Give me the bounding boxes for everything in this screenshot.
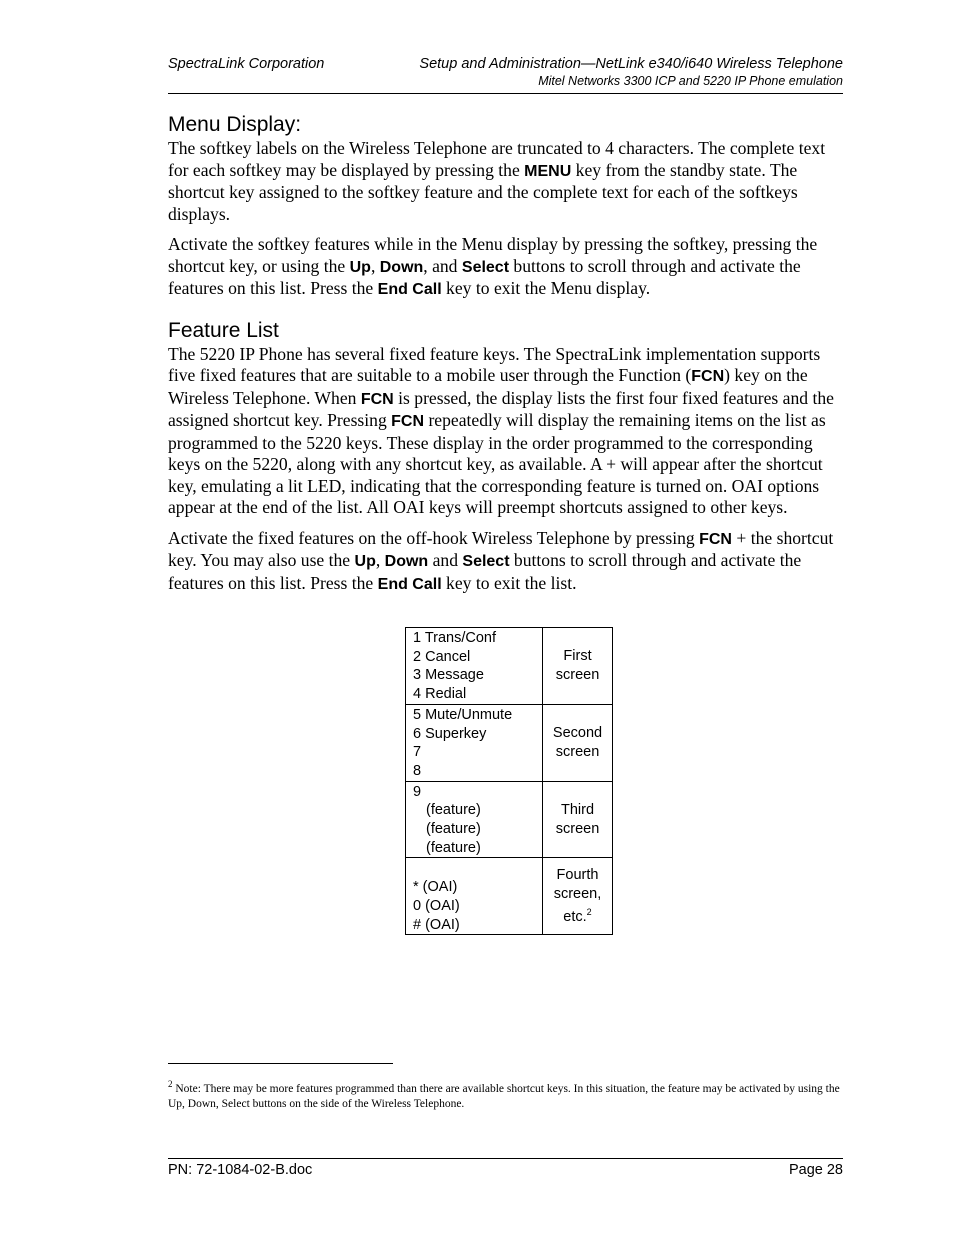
end-call-key-label: End Call <box>377 575 442 593</box>
up-key-label: Up <box>349 258 371 276</box>
screen-label: screen <box>555 820 600 837</box>
screen-items-cell <box>406 858 543 935</box>
list-item: (feature) <box>426 802 481 819</box>
screen-items-cell <box>406 704 543 781</box>
screen-label: screen <box>555 666 600 683</box>
screen-label: First <box>563 648 592 665</box>
footnote <box>168 1077 843 1113</box>
screen-label-cell <box>543 858 613 935</box>
list-item: 8 <box>413 762 422 779</box>
list-item: 6 Superkey <box>413 725 487 742</box>
feature-list-paragraph-1: The 5220 IP Phone has several fixed feature keys. The SpectraLink implementation supports five fixed features that are suitable to a mobile user through the Function (FCN) key on the Wireless Telephone. When FCN is pressed, the display lists the first four fixed features and the assigned shortcut key. Pressing FCN repeatedly will display the remaining items on the list as programmed to the 5220 keys. These display in the order programmed to the corresponding keys on the 5220, along with any shortcut key, as available. A + will appear after the shortcut key, emulating a lit LED, indicating that the corresponding feature is turned on. OAI options appear at the end of the list. All OAI keys will preempt shortcuts assigned to other keys. <box>168 343 834 517</box>
screen-label-cell <box>543 781 613 858</box>
document-number: PN: 72-1084-02-B.doc <box>168 1162 313 1178</box>
fcn-key-label: FCN <box>699 530 732 548</box>
list-item: 2 Cancel <box>413 648 471 665</box>
footnote-ref: 2 <box>586 907 592 918</box>
screen-label: screen <box>555 743 600 760</box>
menu-display-paragraph-2: Activate the softkey features while in the Menu display by pressing the softkey, pressing the shortcut key, or using the Up, Down, and Select buttons to scroll through and activate the features on this list. Press the End Call key to exit the Menu display. <box>168 234 818 298</box>
header-title: Setup and Administration—NetLink e340/i640 Wireless Telephone <box>419 56 843 72</box>
screen-label: Fourth <box>556 866 599 883</box>
screen-items-cell <box>406 628 543 705</box>
list-item: 4 Redial <box>413 686 467 703</box>
feature-list-paragraph-2: Activate the fixed features on the off-hook Wireless Telephone by pressing FCN + the shortcut key. You may also use the Up, Down and Select buttons to scroll through and activate the features on this list. Press the End Call key to exit the list. <box>168 527 834 593</box>
list-item: 5 Mute/Unmute <box>413 706 513 723</box>
header-subtitle: Mitel Networks 3300 ICP and 5220 IP Phone emulation <box>538 74 843 88</box>
screen-label: screen, <box>553 885 602 902</box>
screen-label: Third <box>560 801 595 818</box>
fcn-key-label: FCN <box>691 368 725 385</box>
list-item: 3 Message <box>413 667 484 684</box>
select-key-label: Select <box>462 553 510 570</box>
list-item: # (OAI) <box>413 916 460 933</box>
screen-label-cell <box>543 704 613 781</box>
table-row <box>406 628 613 705</box>
page-number: Page 28 <box>788 1162 843 1178</box>
page-header <box>168 55 843 94</box>
down-key-label: Down <box>384 553 429 570</box>
screen-items-cell <box>406 781 543 858</box>
table-row <box>406 781 613 858</box>
page-footer <box>168 1158 843 1178</box>
list-item: (feature) <box>426 839 481 856</box>
feature-screens-table <box>405 627 613 935</box>
fcn-key-label: FCN <box>391 413 425 430</box>
menu-key-label: MENU <box>524 162 572 180</box>
header-company: SpectraLink Corporation <box>168 56 325 72</box>
list-item: * (OAI) <box>413 879 458 896</box>
list-item: 0 (OAI) <box>413 897 460 914</box>
select-key-label: Select <box>461 258 510 276</box>
menu-display-heading: Menu Display: <box>168 113 302 136</box>
list-item: 7 <box>413 744 422 761</box>
table-row <box>406 704 613 781</box>
screen-label: etc.$^2$ <box>563 907 592 926</box>
screen-label-cell <box>543 628 613 705</box>
list-item: (feature) <box>426 821 481 838</box>
page-body <box>168 112 843 595</box>
table-row <box>406 858 613 935</box>
down-key-label: Down <box>379 258 424 276</box>
up-key-label: Up <box>354 553 376 570</box>
list-item: 9 <box>413 783 422 800</box>
footnote-text: Note: There may be more features programmed than there are available shortcut keys. In this situation, the feature may be activated by using the Up, Down, Select buttons on the side of the Wireless Telephone. <box>168 1082 840 1111</box>
list-item: 1 Trans/Conf <box>413 630 497 646</box>
menu-display-paragraph-1: The softkey labels on the Wireless Telephone are truncated to 4 characters. The complete text for each softkey may be displayed by pressing the MENU key from the standby state. The shortcut key assigned to the softkey feature and the complete text for each of the softkeys displays. <box>168 138 826 224</box>
end-call-key-label: End Call <box>377 281 442 298</box>
footnote-marker: 2 <box>168 1079 173 1089</box>
screen-label: Second <box>552 725 603 742</box>
feature-list-heading: Feature List <box>168 318 279 342</box>
fcn-key-label: FCN <box>360 390 394 408</box>
footnote-separator <box>168 1063 393 1064</box>
